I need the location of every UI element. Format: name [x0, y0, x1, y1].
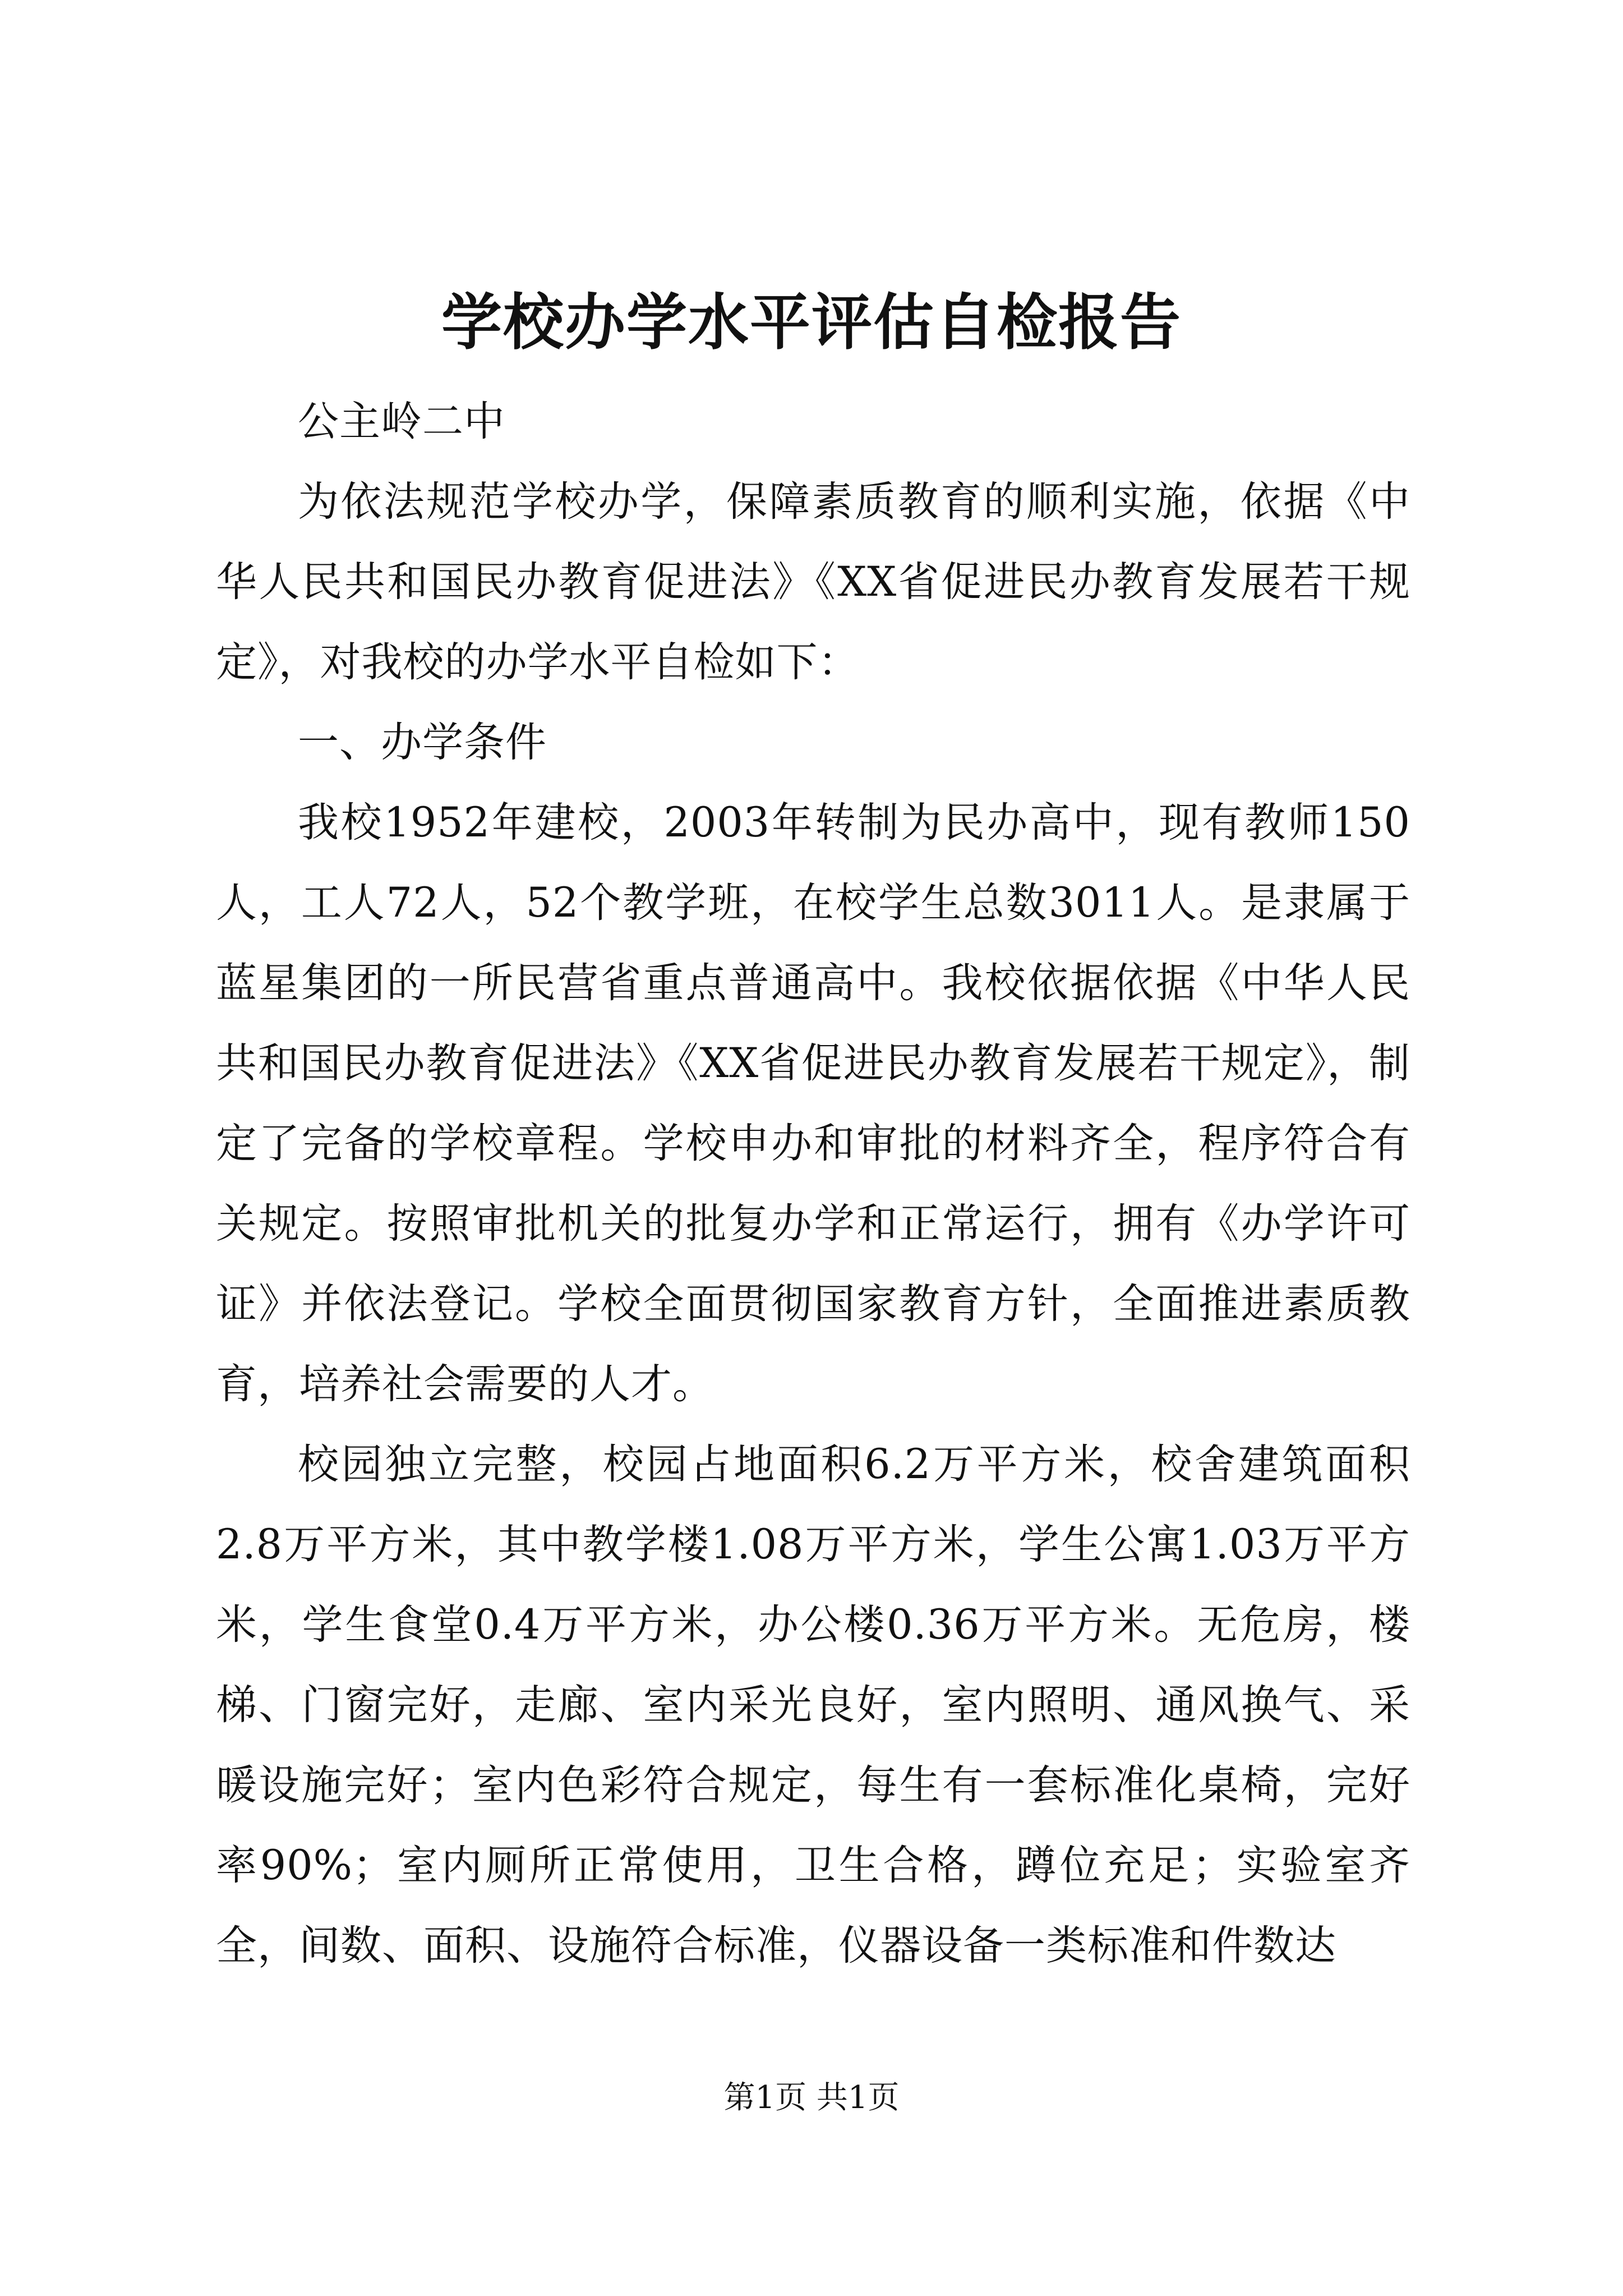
- document-title: 学校办学水平评估自检报告: [441, 287, 1182, 358]
- document-body: [216, 381, 1410, 1986]
- author-line: 公主岭二中: [298, 398, 505, 445]
- section-heading: 一、办学条件: [298, 719, 547, 766]
- page-footer: 第1页 共1页: [723, 2079, 900, 2116]
- paragraph-school-overview: 我校1952年建校，2003年转制为民办高中，现有教师150人，工人72人，52个教学班，在校学生总数3011人。是隶属于蓝星集团的一所民营省重点普通高中。我校依据依据《中华人民共和国民办教育促进法》《XX省促进民办教育发展若干规定》，制定了完备的学校章程。学校申办和审批的材料齐全，程序符合有关规定。按照审批机关的批复办学和正常运行，拥有《办学许可证》并依法登记。学校全面贯彻国家教育方针，全面推进素质教育，培养社会需要的人才。: [216, 799, 1410, 1408]
- paragraph-intro: 为依法规范学校办学，保障素质教育的顺利实施，依据《中华人民共和国民办教育促进法》《XX省促进民办教育发展若干规定》，对我校的办学水平自检如下：: [216, 478, 1410, 686]
- paragraph-campus-facilities: 校园独立完整，校园占地面积6.2万平方米，校舍建筑面积2.8万平方米，其中教学楼1.08万平方米，学生公寓1.03万平方米，学生食堂0.4万平方米，办公楼0.36万平方米。无危房，楼梯、门窗完好，走廊、室内采光良好，室内照明、通风换气、采暖设施完好；室内色彩符合规定，每生有一套标准化桌椅，完好率90%；室内厕所正常使用，卫生合格，蹲位充足；实验室齐全，间数、面积、设施符合标准，仪器设备一类标准和件数达: [216, 1441, 1410, 1970]
